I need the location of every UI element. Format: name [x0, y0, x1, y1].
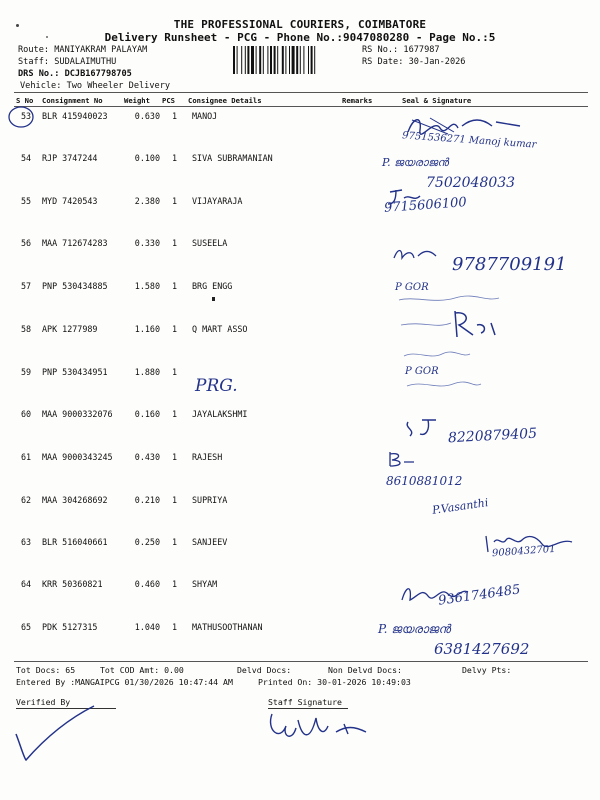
- row-consignee: Q MART ASSO: [192, 324, 248, 334]
- row-consignee: VIJAYARAJA: [192, 196, 243, 206]
- row-weight: 0.250: [134, 537, 160, 547]
- handwritten-phone-64: 9361746485: [437, 582, 522, 609]
- row-pcs: 1: [172, 622, 178, 632]
- table-row: [0, 452, 600, 482]
- col-consignee: Consignee Details: [188, 96, 262, 105]
- row-pcs: 1: [172, 153, 178, 163]
- col-consignment: Consignment No: [42, 96, 103, 105]
- row-sno: 61: [20, 452, 32, 462]
- handwritten-name-59: P GOR: [405, 366, 439, 377]
- row-consignee: SIVA SUBRAMANIAN: [192, 153, 273, 163]
- row-consignee: SHYAM: [192, 579, 218, 589]
- table-top-rule: [14, 92, 588, 93]
- row-sno: 60: [20, 409, 32, 419]
- total-docs: Tot Docs: 65: [16, 665, 76, 675]
- row-pcs: 1: [172, 537, 178, 547]
- row-weight: 0.210: [134, 495, 160, 505]
- row-weight: 0.100: [134, 153, 160, 163]
- signature-61: [386, 450, 416, 468]
- row-sno: 63: [20, 537, 32, 547]
- row-weight: 2.380: [134, 196, 160, 206]
- runsheet-title: Delivery Runsheet - PCG - Phone No.:9047080280 - Page No.:5: [104, 31, 496, 44]
- scan-speck: [16, 24, 19, 27]
- verified-by-label: Verified By: [16, 697, 71, 707]
- circled-row-mark: [6, 104, 38, 130]
- row-pcs: 1: [172, 324, 178, 334]
- row-weight: 1.160: [134, 324, 160, 334]
- row-sno: 56: [20, 238, 32, 248]
- row-consignment: MAA 712674283: [42, 238, 108, 248]
- entered-by: Entered By :MANGAIPCG 01/30/2026 10:47:44 AM: [16, 677, 233, 687]
- row-pcs: 1: [172, 495, 178, 505]
- row-sno: 53: [20, 111, 32, 121]
- row-consignee: SUPRIYA: [192, 495, 228, 505]
- row-weight: 0.630: [134, 111, 160, 121]
- delivered-docs: Delvd Docs:: [237, 665, 292, 675]
- col-remarks: Remarks: [342, 96, 373, 105]
- row-sno: 54: [20, 153, 32, 163]
- signature-58: [395, 305, 505, 345]
- row-consignment: KRR 50360821: [42, 579, 103, 589]
- row-consignment: PNP 530434951: [42, 367, 108, 377]
- printed-on: Printed On: 30-01-2026 10:49:03: [258, 677, 411, 687]
- row-consignee: SUSEELA: [192, 238, 228, 248]
- row-consignment: BLR 516040661: [42, 537, 108, 547]
- row-consignee: MATHUSOOTHANAN: [192, 622, 263, 632]
- handwritten-phone-53: 9751536271 Manoj kumar: [401, 130, 537, 151]
- row-weight: 0.160: [134, 409, 160, 419]
- col-sno: S No: [16, 96, 34, 105]
- row-weight: 1.040: [134, 622, 160, 632]
- row-pcs: 1: [172, 367, 178, 377]
- row-consignee: SANJEEV: [192, 537, 228, 547]
- row-pcs: 1: [172, 579, 178, 589]
- scan-speck: [46, 36, 48, 38]
- total-cod-amount: Tot COD Amt: 0.00: [100, 665, 184, 675]
- row-consignment: MAA 9000343245: [42, 452, 113, 462]
- verified-tick-mark: [10, 700, 100, 770]
- row-pcs: 1: [172, 409, 178, 419]
- faint-stamp-58: [402, 348, 472, 362]
- col-weight: Weight: [124, 96, 150, 105]
- signature-56: [390, 244, 440, 264]
- handwritten-phone-54: 7502048033: [426, 175, 516, 191]
- staff-signature: [262, 702, 382, 750]
- table-row: [0, 196, 600, 226]
- table-row: [0, 367, 600, 397]
- col-pcs: PCS: [162, 96, 175, 105]
- handwritten-name-65: P. ജയരാജൻ: [378, 622, 451, 636]
- company-name: THE PROFESSIONAL COURIERS, COIMBATORE: [173, 18, 427, 31]
- table-row: [0, 324, 600, 354]
- row-consignment: MAA 304268692: [42, 495, 108, 505]
- row-weight: 0.460: [134, 579, 160, 589]
- header-bottom-rule: [14, 106, 588, 107]
- row-pcs: 1: [172, 196, 178, 206]
- row-consignment: APK 1277989: [42, 324, 98, 334]
- handwritten-name-54: P. ജയരാജൻ: [382, 156, 449, 169]
- row-pcs: 1: [172, 281, 178, 291]
- handwritten-phone-63: 9080432701: [491, 543, 556, 560]
- row-sno: 57: [20, 281, 32, 291]
- row-consignment: RJP 3747244: [42, 153, 98, 163]
- row-sno: 64: [20, 579, 32, 589]
- row-sno: 58: [20, 324, 32, 334]
- handwritten-phone-60: 8220879405: [447, 425, 538, 447]
- handwritten-mark-59: PRG.: [195, 376, 238, 396]
- drs-number: DRS No.: DCJB167798705: [18, 69, 132, 79]
- row-sno: 62: [20, 495, 32, 505]
- row-weight: 1.880: [134, 367, 160, 377]
- row-pcs: 1: [172, 238, 178, 248]
- route-label: Route: MANIYAKRAM PALAYAM: [18, 45, 148, 55]
- row-consignment: MAA 9000332076: [42, 409, 113, 419]
- scan-speck: [212, 297, 215, 301]
- table-row: [0, 281, 600, 311]
- non-delivered-docs: Non Delvd Docs:: [328, 665, 402, 675]
- handwritten-name-57: P GOR: [395, 282, 429, 293]
- table-row: [0, 495, 600, 525]
- row-pcs: 1: [172, 452, 178, 462]
- handwritten-phone-55: 9715606100: [383, 195, 468, 216]
- table-bottom-rule: [14, 661, 588, 662]
- row-consignee: MANOJ: [192, 111, 218, 121]
- handwritten-phone-56: 9787709191: [452, 254, 567, 275]
- row-sno: 55: [20, 196, 32, 206]
- row-consignee: RAJESH: [192, 452, 223, 462]
- row-sno: 65: [20, 622, 32, 632]
- row-weight: 0.430: [134, 452, 160, 462]
- row-consignment: PDK 5127315: [42, 622, 98, 632]
- row-consignment: MYD 7420543: [42, 196, 98, 206]
- row-consignment: BLR 415940023: [42, 111, 108, 121]
- row-sno: 59: [20, 367, 32, 377]
- staff-label: Staff: SUDALAIMUTHU: [18, 57, 117, 67]
- handwritten-phone-65: 6381427692: [434, 640, 530, 658]
- handwritten-name-62: P.Vasanthi: [431, 496, 490, 517]
- rs-number: RS No.: 1677987: [362, 45, 440, 55]
- staff-signature-label: Staff Signature: [268, 697, 342, 707]
- rs-date: RS Date: 30-Jan-2026: [362, 57, 466, 67]
- row-weight: 1.580: [134, 281, 160, 291]
- row-consignee: JAYALAKSHMI: [192, 409, 248, 419]
- row-pcs: 1: [172, 111, 178, 121]
- row-consignee: BRG ENGG: [192, 281, 233, 291]
- vehicle-type: Vehicle: Two Wheeler Delivery: [20, 81, 171, 91]
- col-seal-signature: Seal & Signature: [402, 96, 472, 105]
- delivery-points: Delvy Pts:: [462, 665, 512, 675]
- faint-writing-59: [405, 378, 485, 392]
- row-weight: 0.330: [134, 238, 160, 248]
- row-consignment: PNP 530434885: [42, 281, 108, 291]
- handwritten-phone-61: 8610881012: [386, 474, 463, 488]
- signature-60: [402, 414, 446, 438]
- barcode-image: [232, 46, 356, 74]
